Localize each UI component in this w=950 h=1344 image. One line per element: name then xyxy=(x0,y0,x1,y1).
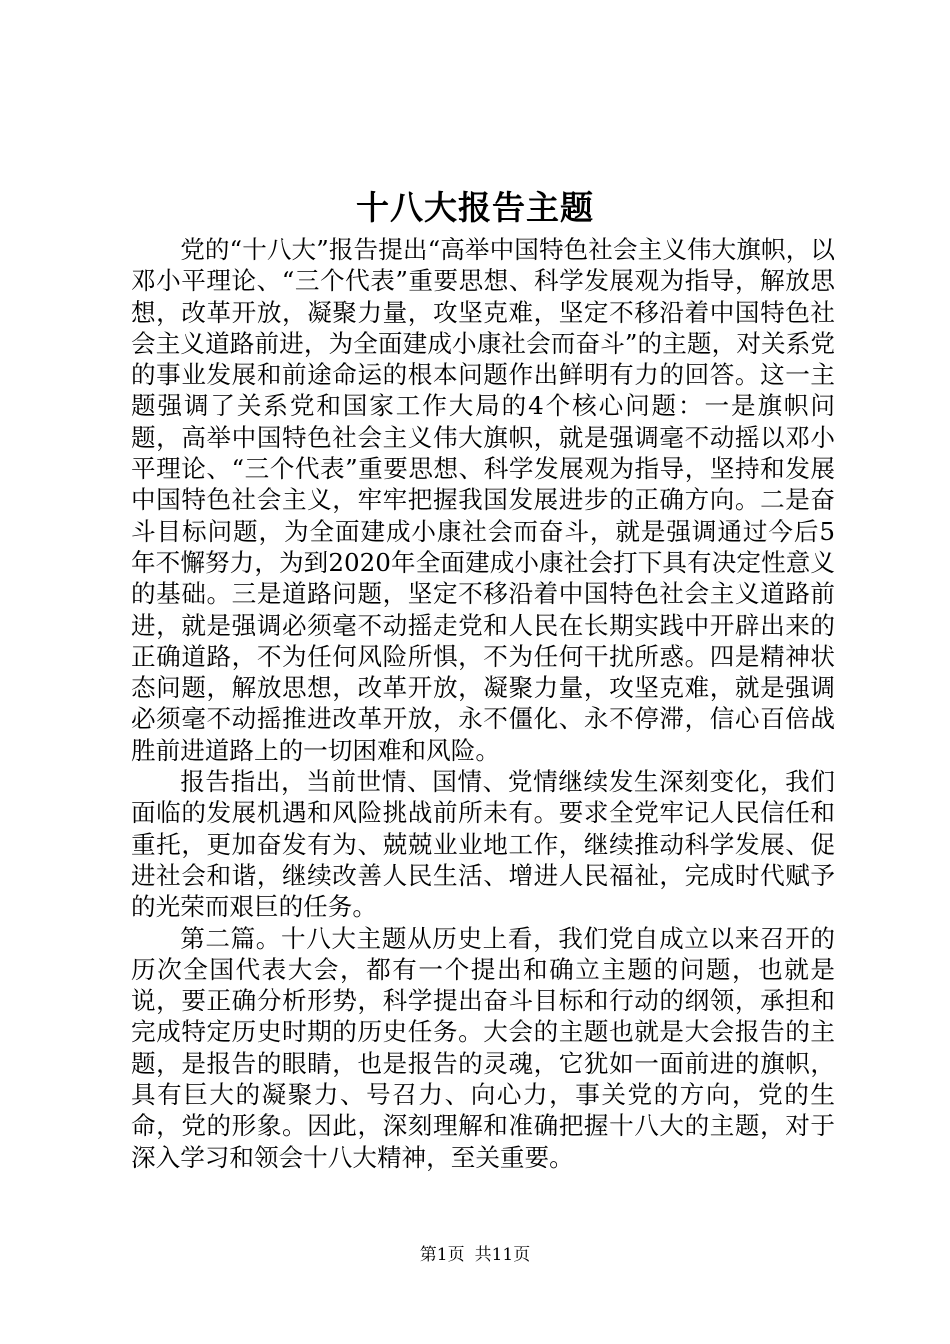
paragraph-3: 第二篇。十八大主题从历史上看，我们党自成立以来召开的历次全国代表大会，都有一个提出和确立主题的问题，也就是说，要正确分析形势，科学提出奋斗目标和行动的纲领，承担和完成特定历史时期的历史任务。大会的主题也就是大会报告的主题，是报告的眼睛，也是报告的灵魂，它犹如一面前进的旗帜，具有巨大的凝聚力、号召力、向心力，事关党的方向，党的生命，党的形象。因此，深刻理解和准确把握十八大的主题，对于深入学习和领会十八大精神，至关重要。 xyxy=(131,923,835,1172)
paragraph-2: 报告指出，当前世情、国情、党情继续发生深刻变化，我们面临的发展机遇和风险挑战前所未有。要求全党牢记人民信任和重托，更加奋发有为、兢兢业业地工作，继续推动科学发展、促进社会和谐，继续改善人民生活、增进人民福祉，完成时代赋予的光荣而艰巨的任务。 xyxy=(131,767,835,922)
document-body xyxy=(131,234,835,1173)
document-title: 十八大报告主题 xyxy=(356,188,594,227)
page-footer xyxy=(0,1243,950,1267)
page-total: 共11页 xyxy=(474,1245,531,1265)
page-number: 第1页 xyxy=(419,1245,465,1265)
paragraph-1: 党的“十八大”报告提出“高举中国特色社会主义伟大旗帜，以邓小平理论、“三个代表”重要思想、科学发展观为指导，解放思想，改革开放，凝聚力量，攻坚克难，坚定不移沿着中国特色社会主义道路前进，为全面建成小康社会而奋斗”的主题，对关系党的事业发展和前途命运的根本问题作出鲜明有力的回答。这一主题强调了关系党和国家工作大局的4个核心问题：一是旗帜问题，高举中国特色社会主义伟大旗帜，就是强调毫不动摇以邓小平理论、“三个代表”重要思想、科学发展观为指导，坚持和发展中国特色社会主义，牢牢把握我国发展进步的正确方向。二是奋斗目标问题，为全面建成小康社会而奋斗，就是强调通过今后5年不懈努力，为到2020年全面建成小康社会打下具有决定性意义的基础。三是道路问题，坚定不移沿着中国特色社会主义道路前进，就是强调必须毫不动摇走党和人民在长期实践中开辟出来的正确道路，不为任何风险所惧，不为任何干扰所惑。四是精神状态问题，解放思想，改革开放，凝聚力量，攻坚克难，就是强调必须毫不动摇推进改革开放，永不僵化、永不停滞，信心百倍战胜前进道路上的一切困难和风险。 xyxy=(131,235,835,765)
